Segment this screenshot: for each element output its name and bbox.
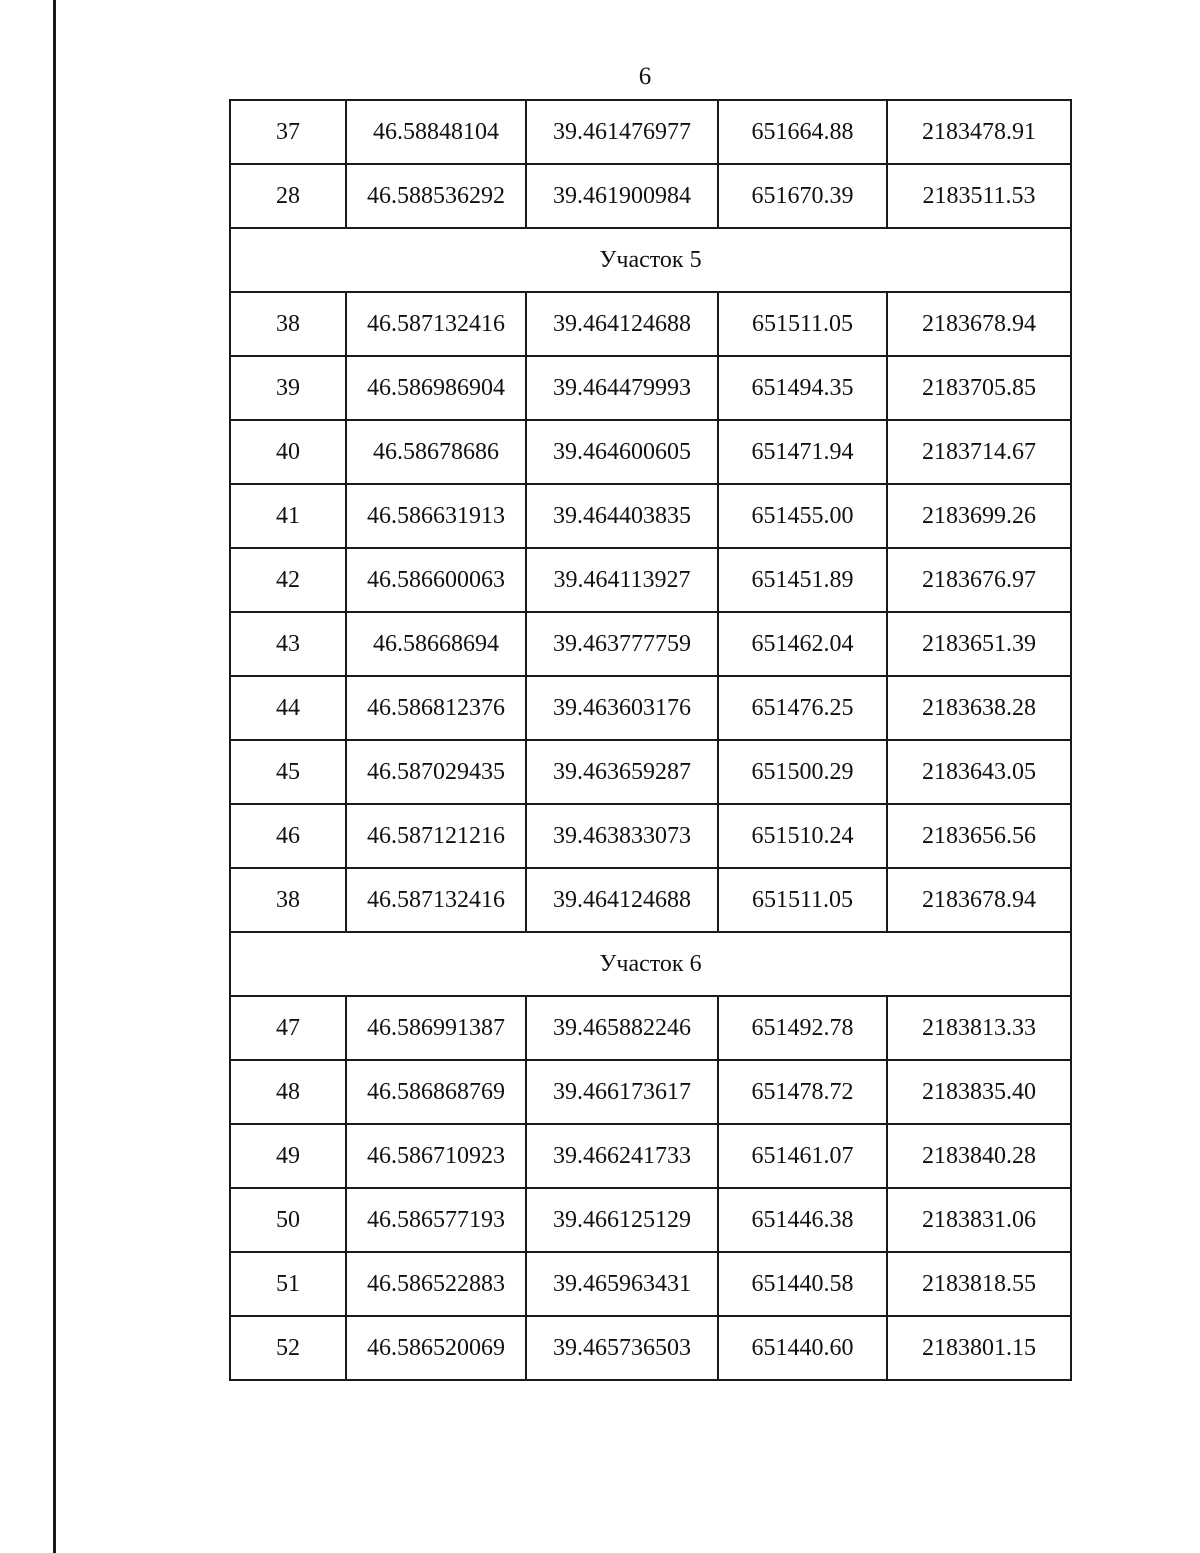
x-coordinate-cell: 651511.05 <box>718 868 887 932</box>
y-coordinate-cell: 2183813.33 <box>887 996 1071 1060</box>
y-coordinate-cell: 2183818.55 <box>887 1252 1071 1316</box>
point-number-cell: 38 <box>230 292 346 356</box>
y-coordinate-cell: 2183705.85 <box>887 356 1071 420</box>
point-number-cell: 51 <box>230 1252 346 1316</box>
table-row <box>230 868 1071 932</box>
point-number-cell: 52 <box>230 1316 346 1380</box>
table-row <box>230 356 1071 420</box>
latitude-cell: 46.587121216 <box>346 804 526 868</box>
x-coordinate-cell: 651478.72 <box>718 1060 887 1124</box>
point-number-cell: 47 <box>230 996 346 1060</box>
x-coordinate-cell: 651664.88 <box>718 100 887 164</box>
latitude-cell: 46.58848104 <box>346 100 526 164</box>
x-coordinate-cell: 651510.24 <box>718 804 887 868</box>
y-coordinate-cell: 2183714.67 <box>887 420 1071 484</box>
longitude-cell: 39.464600605 <box>526 420 718 484</box>
point-number-cell: 39 <box>230 356 346 420</box>
table-row <box>230 420 1071 484</box>
section-title: Участок 5 <box>230 228 1071 292</box>
table-row <box>230 1316 1071 1380</box>
point-number-cell: 48 <box>230 1060 346 1124</box>
longitude-cell: 39.464403835 <box>526 484 718 548</box>
y-coordinate-cell: 2183643.05 <box>887 740 1071 804</box>
y-coordinate-cell: 2183656.56 <box>887 804 1071 868</box>
point-number-cell: 40 <box>230 420 346 484</box>
longitude-cell: 39.461900984 <box>526 164 718 228</box>
longitude-cell: 39.466125129 <box>526 1188 718 1252</box>
latitude-cell: 46.586812376 <box>346 676 526 740</box>
x-coordinate-cell: 651476.25 <box>718 676 887 740</box>
y-coordinate-cell: 2183651.39 <box>887 612 1071 676</box>
latitude-cell: 46.588536292 <box>346 164 526 228</box>
latitude-cell: 46.586600063 <box>346 548 526 612</box>
latitude-cell: 46.587132416 <box>346 868 526 932</box>
longitude-cell: 39.465963431 <box>526 1252 718 1316</box>
table-row <box>230 548 1071 612</box>
section-title: Участок 6 <box>230 932 1071 996</box>
x-coordinate-cell: 651670.39 <box>718 164 887 228</box>
longitude-cell: 39.463603176 <box>526 676 718 740</box>
longitude-cell: 39.464124688 <box>526 868 718 932</box>
x-coordinate-cell: 651511.05 <box>718 292 887 356</box>
y-coordinate-cell: 2183638.28 <box>887 676 1071 740</box>
x-coordinate-cell: 651440.58 <box>718 1252 887 1316</box>
y-coordinate-cell: 2183840.28 <box>887 1124 1071 1188</box>
point-number-cell: 38 <box>230 868 346 932</box>
x-coordinate-cell: 651446.38 <box>718 1188 887 1252</box>
table-row <box>230 676 1071 740</box>
table-row <box>230 612 1071 676</box>
table-row <box>230 1188 1071 1252</box>
x-coordinate-cell: 651494.35 <box>718 356 887 420</box>
y-coordinate-cell: 2183835.40 <box>887 1060 1071 1124</box>
page-left-border <box>53 0 56 1553</box>
table-row <box>230 1060 1071 1124</box>
latitude-cell: 46.587132416 <box>346 292 526 356</box>
longitude-cell: 39.466173617 <box>526 1060 718 1124</box>
table-row <box>230 484 1071 548</box>
point-number-cell: 45 <box>230 740 346 804</box>
latitude-cell: 46.586631913 <box>346 484 526 548</box>
point-number-cell: 49 <box>230 1124 346 1188</box>
x-coordinate-cell: 651462.04 <box>718 612 887 676</box>
x-coordinate-cell: 651471.94 <box>718 420 887 484</box>
page-number: 6 <box>638 63 652 90</box>
latitude-cell: 46.586991387 <box>346 996 526 1060</box>
y-coordinate-cell: 2183678.94 <box>887 868 1071 932</box>
latitude-cell: 46.586986904 <box>346 356 526 420</box>
latitude-cell: 46.586710923 <box>346 1124 526 1188</box>
point-number-cell: 28 <box>230 164 346 228</box>
longitude-cell: 39.465736503 <box>526 1316 718 1380</box>
table-row <box>230 740 1071 804</box>
latitude-cell: 46.586868769 <box>346 1060 526 1124</box>
y-coordinate-cell: 2183678.94 <box>887 292 1071 356</box>
longitude-cell: 39.464479993 <box>526 356 718 420</box>
latitude-cell: 46.58678686 <box>346 420 526 484</box>
y-coordinate-cell: 2183831.06 <box>887 1188 1071 1252</box>
coordinates-table-body <box>230 100 1071 1380</box>
coordinates-table <box>229 99 1072 1381</box>
table-row <box>230 100 1071 164</box>
y-coordinate-cell: 2183478.91 <box>887 100 1071 164</box>
section-header-row <box>230 932 1071 996</box>
x-coordinate-cell: 651492.78 <box>718 996 887 1060</box>
x-coordinate-cell: 651451.89 <box>718 548 887 612</box>
table-row <box>230 1124 1071 1188</box>
longitude-cell: 39.461476977 <box>526 100 718 164</box>
x-coordinate-cell: 651455.00 <box>718 484 887 548</box>
longitude-cell: 39.466241733 <box>526 1124 718 1188</box>
longitude-cell: 39.464124688 <box>526 292 718 356</box>
latitude-cell: 46.586520069 <box>346 1316 526 1380</box>
point-number-cell: 42 <box>230 548 346 612</box>
y-coordinate-cell: 2183676.97 <box>887 548 1071 612</box>
y-coordinate-cell: 2183699.26 <box>887 484 1071 548</box>
latitude-cell: 46.58668694 <box>346 612 526 676</box>
longitude-cell: 39.463833073 <box>526 804 718 868</box>
y-coordinate-cell: 2183511.53 <box>887 164 1071 228</box>
x-coordinate-cell: 651500.29 <box>718 740 887 804</box>
point-number-cell: 43 <box>230 612 346 676</box>
table-row <box>230 164 1071 228</box>
latitude-cell: 46.586577193 <box>346 1188 526 1252</box>
x-coordinate-cell: 651461.07 <box>718 1124 887 1188</box>
table-row <box>230 292 1071 356</box>
point-number-cell: 44 <box>230 676 346 740</box>
point-number-cell: 46 <box>230 804 346 868</box>
latitude-cell: 46.586522883 <box>346 1252 526 1316</box>
point-number-cell: 37 <box>230 100 346 164</box>
table-row <box>230 1252 1071 1316</box>
x-coordinate-cell: 651440.60 <box>718 1316 887 1380</box>
y-coordinate-cell: 2183801.15 <box>887 1316 1071 1380</box>
longitude-cell: 39.463659287 <box>526 740 718 804</box>
point-number-cell: 50 <box>230 1188 346 1252</box>
longitude-cell: 39.465882246 <box>526 996 718 1060</box>
point-number-cell: 41 <box>230 484 346 548</box>
longitude-cell: 39.463777759 <box>526 612 718 676</box>
table-row <box>230 996 1071 1060</box>
longitude-cell: 39.464113927 <box>526 548 718 612</box>
section-header-row <box>230 228 1071 292</box>
latitude-cell: 46.587029435 <box>346 740 526 804</box>
table-row <box>230 804 1071 868</box>
